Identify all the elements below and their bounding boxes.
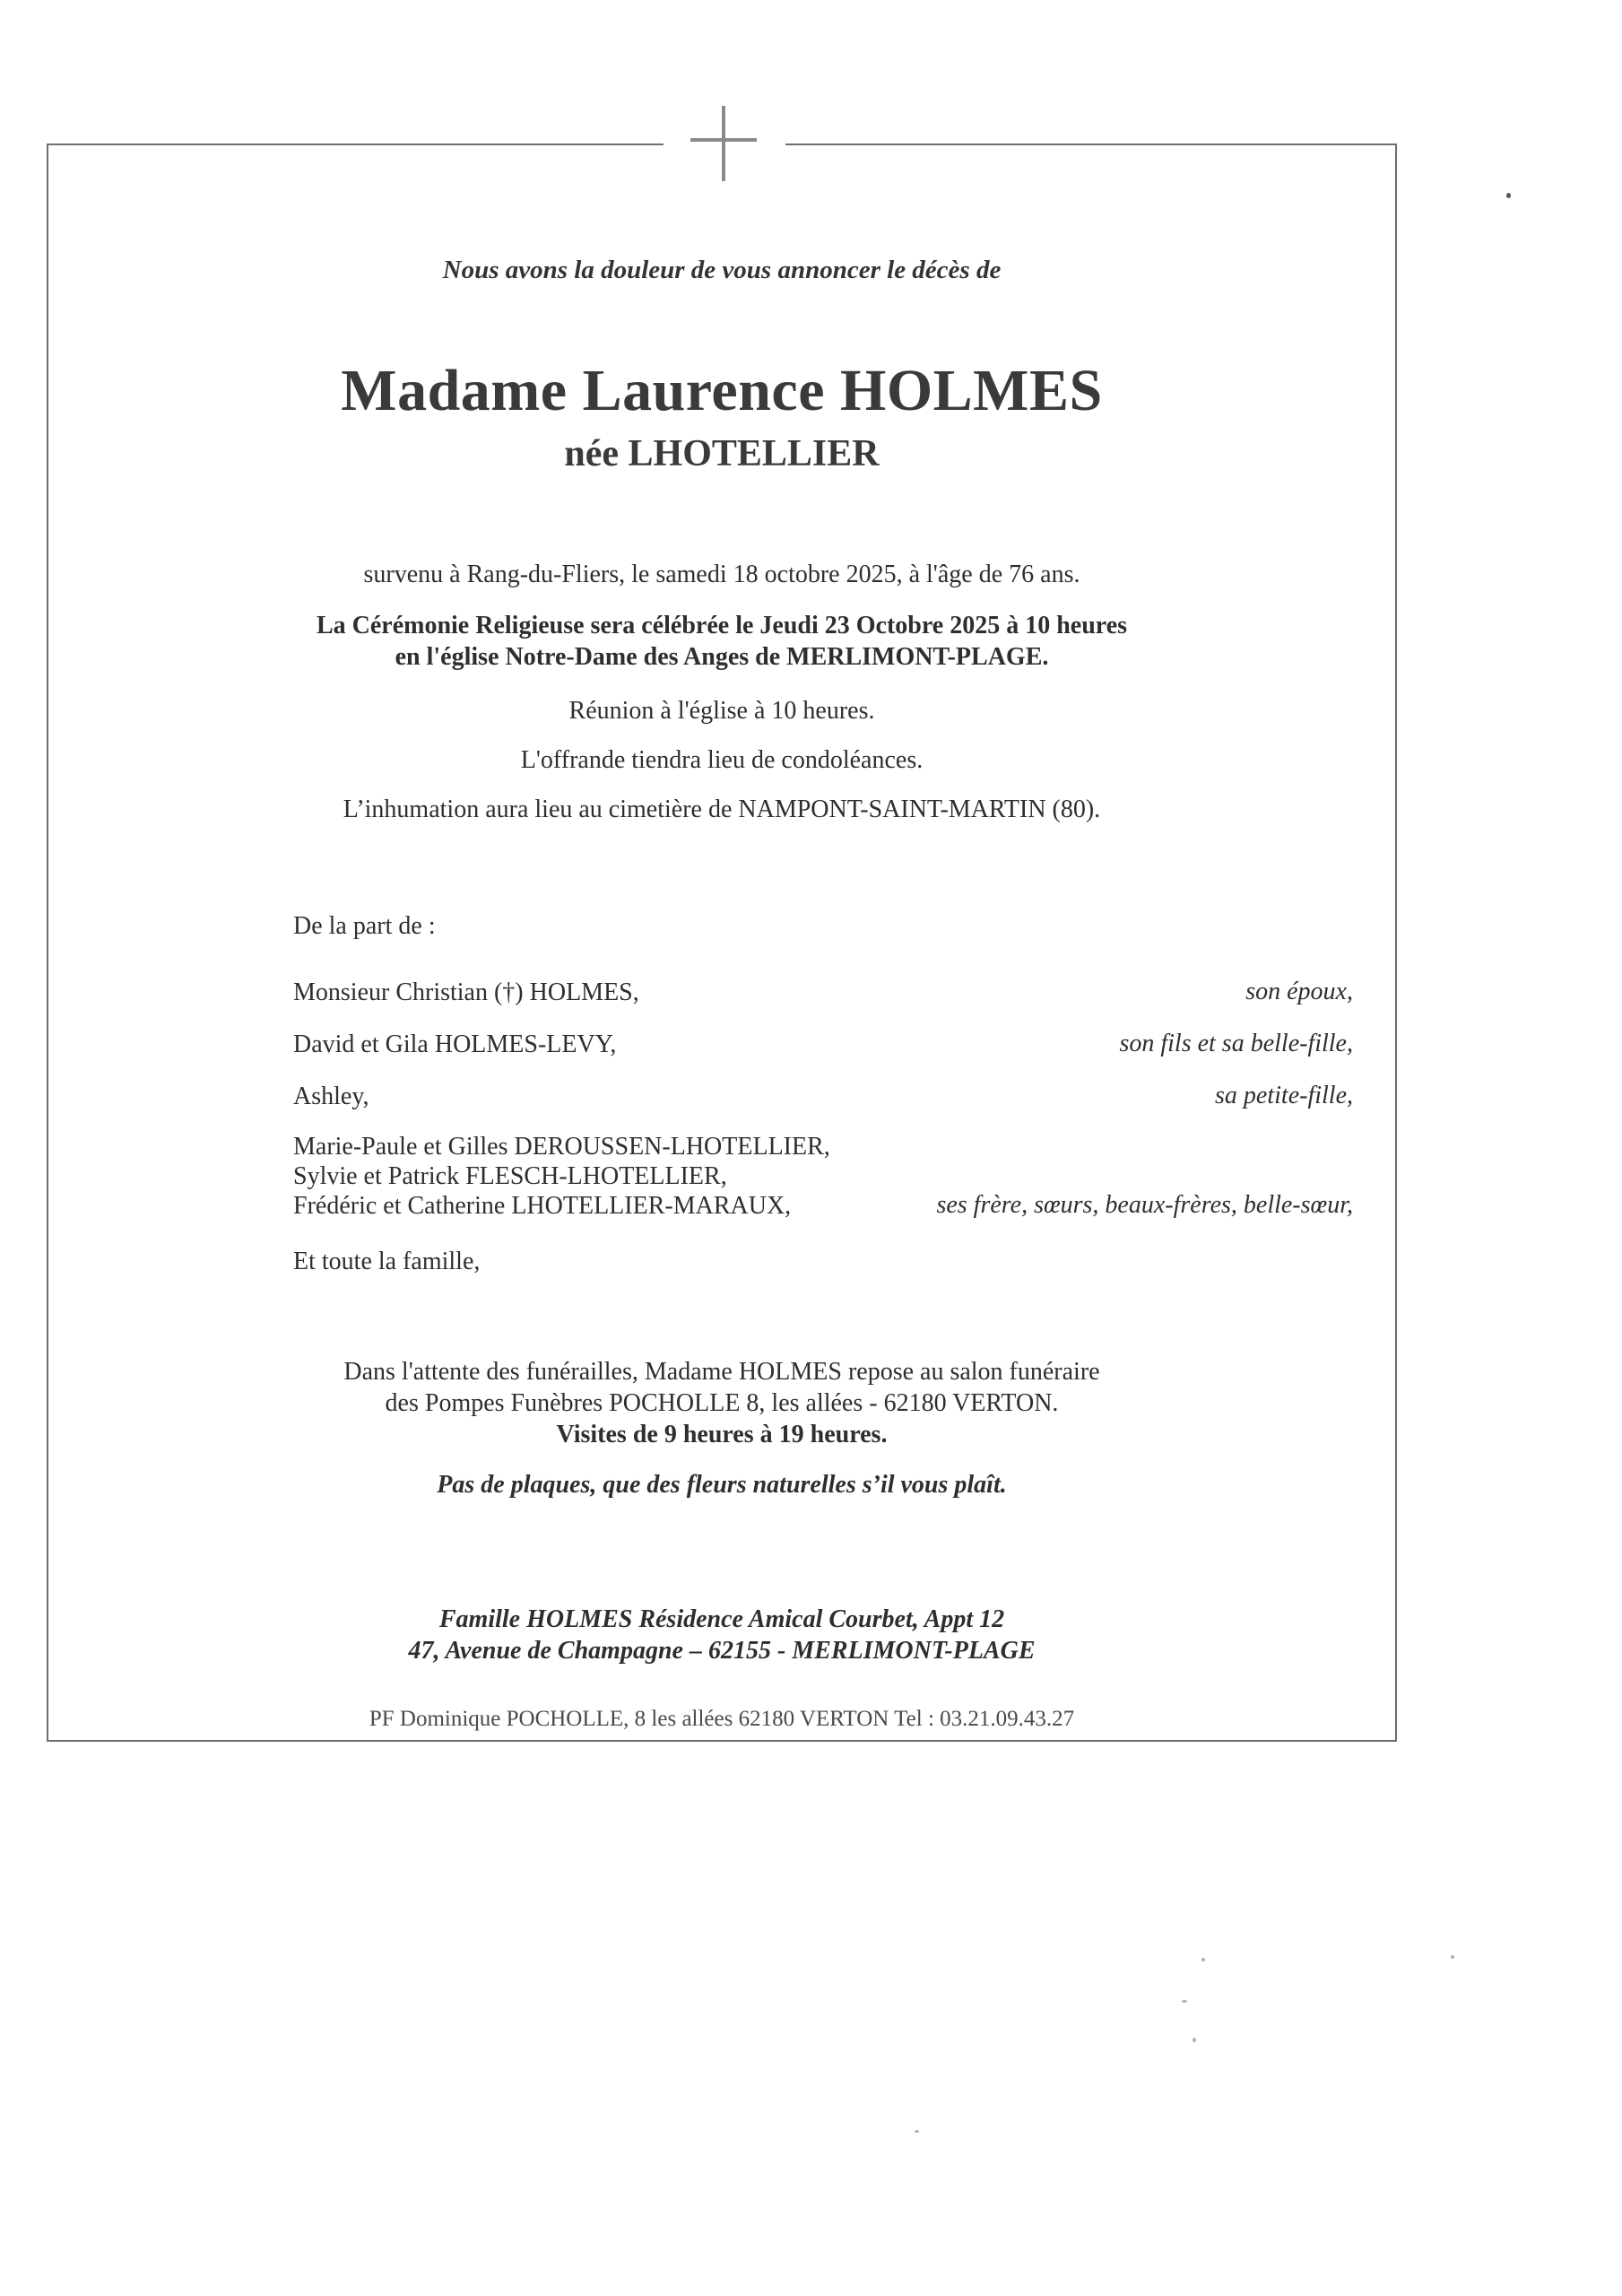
deceased-name: Madame Laurence HOLMES	[341, 358, 1103, 423]
maiden-name: née LHOTELLIER	[564, 433, 880, 474]
family-names-0	[293, 978, 639, 1007]
address-line-2: 47, Avenue de Champagne – 62155 - MERLIMONT-PLAGE	[408, 1637, 1036, 1665]
wake-line-1: Dans l'attente des funérailles, Madame HOLMES repose au salon funéraire	[343, 1358, 1100, 1386]
family-name: Ashley,	[293, 1083, 369, 1110]
family-address	[47, 1604, 1397, 1666]
family-name: Monsieur Christian (†) HOLMES,	[293, 978, 639, 1006]
whole-family: Et toute la famille,	[293, 1248, 481, 1275]
scan-speck	[1201, 1958, 1205, 1961]
burial-text: L’inhumation aura lieu au cimetière de NAMPONT-SAINT-MARTIN (80).	[343, 796, 1101, 823]
family-relation-3: ses frère, sœurs, beaux-frères, belle-sœur,	[936, 1191, 1353, 1219]
scan-speck	[915, 2130, 919, 2133]
family-names-2	[293, 1082, 369, 1111]
scan-speck	[1451, 1955, 1454, 1959]
wake-details	[47, 1356, 1397, 1450]
family-names-3	[293, 1132, 830, 1221]
family-relation-2: sa petite-fille,	[1215, 1082, 1353, 1109]
reunion-text: Réunion à l'église à 10 heures.	[568, 697, 875, 725]
funeral-home-footer: PF Dominique POCHOLLE, 8 les allées 62180 VERTON Tel : 03.21.09.43.27	[369, 1707, 1075, 1731]
family-relation-1: son fils et sa belle-fille,	[1119, 1030, 1353, 1057]
family-relation-0: son époux,	[1245, 978, 1353, 1005]
cross-icon	[683, 106, 764, 185]
from-label: De la part de :	[293, 912, 436, 940]
address-line-1: Famille HOLMES Résidence Amical Courbet, Appt 12	[438, 1605, 1005, 1633]
scan-speck	[1182, 2000, 1187, 2003]
family-name: Marie-Paule et Gilles DEROUSSEN-LHOTELLIER,	[293, 1133, 830, 1161]
family-name: David et Gila HOLMES-LEVY,	[293, 1031, 617, 1058]
family-names-1	[293, 1030, 616, 1059]
ceremony-line-1: La Cérémonie Religieuse sera célébrée le Jeudi 23 Octobre 2025 à 10 heures	[316, 612, 1128, 639]
flowers-note: Pas de plaques, que des fleurs naturelles s’il vous plaît.	[437, 1471, 1007, 1499]
ceremony-details	[47, 610, 1397, 673]
death-notice: survenu à Rang-du-Fliers, le samedi 18 octobre 2025, à l'âge de 76 ans.	[363, 561, 1080, 588]
scan-speck	[1193, 2038, 1196, 2042]
wake-line-2: des Pompes Funèbres POCHOLLE 8, les allées - 62180 VERTON.	[385, 1389, 1059, 1417]
visiting-hours: Visites de 9 heures à 19 heures.	[556, 1421, 888, 1448]
family-name: Frédéric et Catherine LHOTELLIER-MARAUX,	[293, 1192, 792, 1220]
intro-text: Nous avons la douleur de vous annoncer le décès de	[442, 256, 1002, 284]
offering-text: L'offrande tiendra lieu de condoléances.	[520, 746, 924, 774]
family-name: Sylvie et Patrick FLESCH-LHOTELLIER,	[293, 1162, 727, 1190]
ceremony-line-2: en l'église Notre-Dame des Anges de MERLIMONT-PLAGE.	[395, 643, 1049, 671]
scan-speck	[1506, 193, 1511, 198]
